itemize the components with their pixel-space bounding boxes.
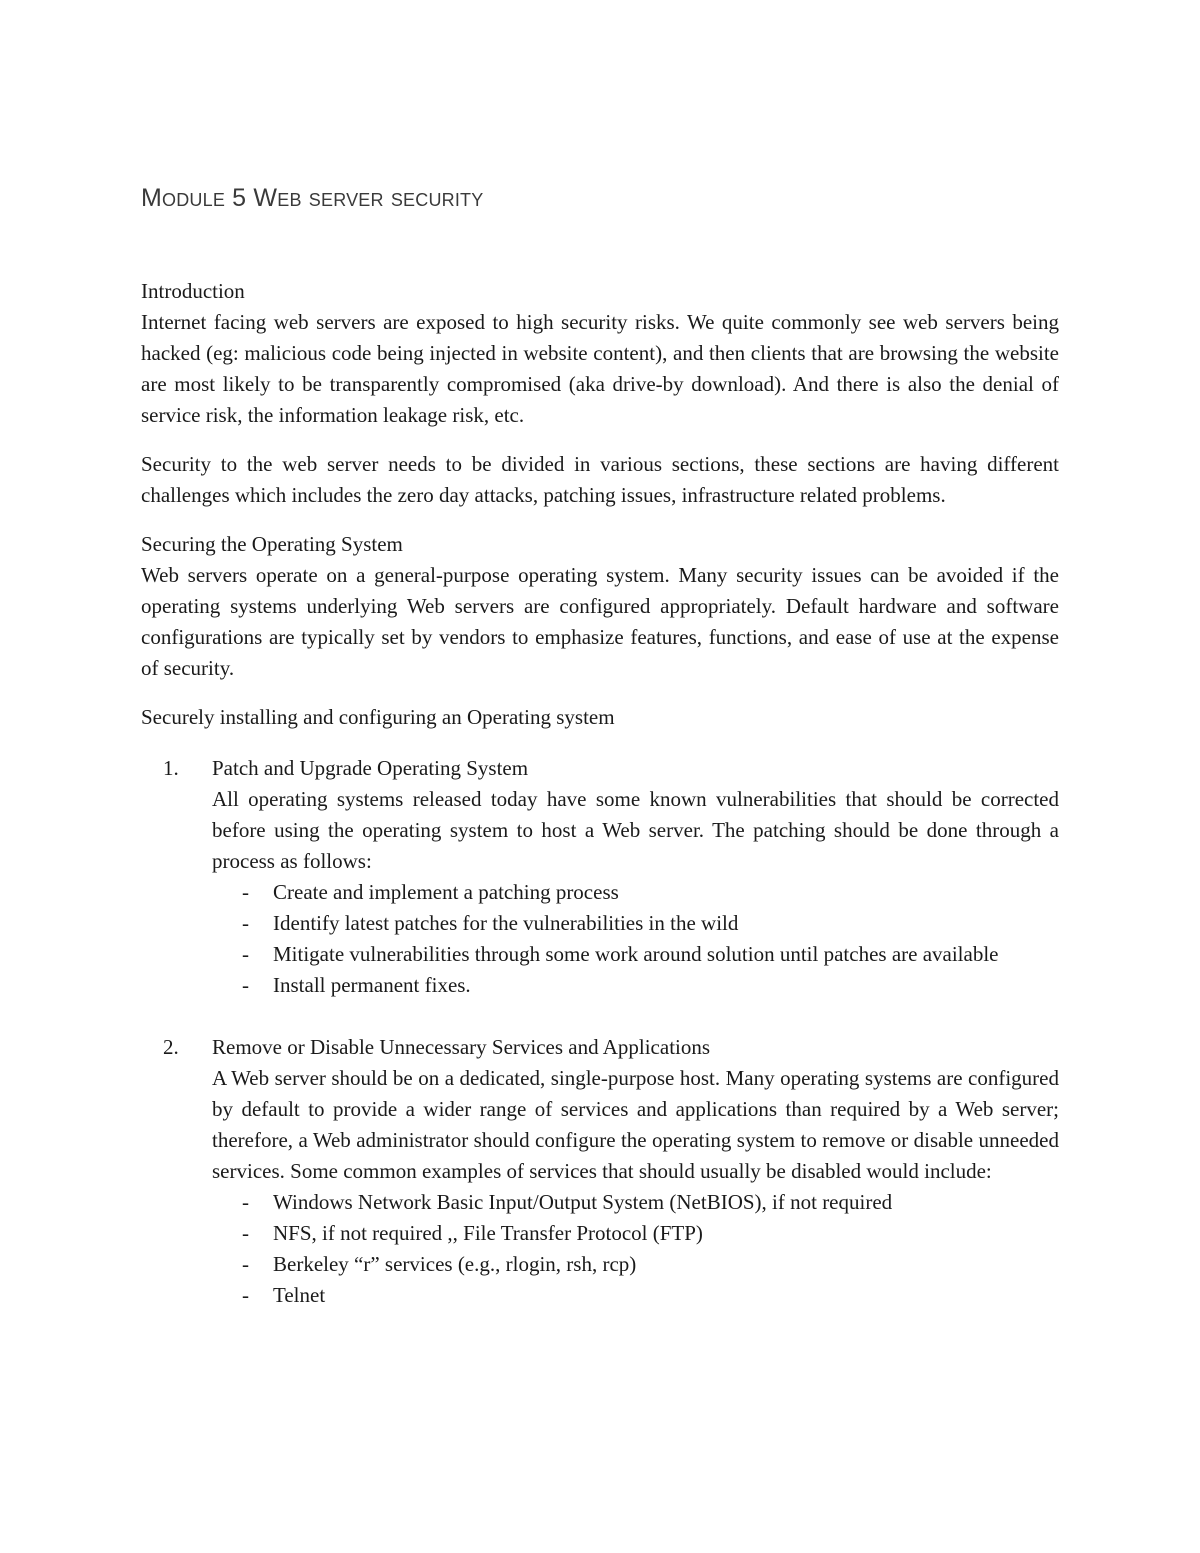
dash-marker: - — [242, 1283, 249, 1307]
step-title: Patch and Upgrade Operating System — [212, 756, 529, 780]
list-item — [212, 1187, 1059, 1218]
list-item — [212, 908, 1059, 939]
list-item-text: Mitigate vulnerabilities through some work around solution until patches are available — [273, 942, 999, 966]
step-title: Remove or Disable Unnecessary Services and Applications — [212, 1035, 711, 1059]
list-item-text: Identify latest patches for the vulnerabilities in the wild — [273, 911, 739, 935]
step-number: 2. — [163, 1035, 179, 1059]
dash-marker: - — [242, 942, 249, 966]
sections-paragraph: Security to the web server needs to be divided in various sections, these sections are having different challenges which includes the zero day attacks, patching issues, infrastructure related problems. — [141, 452, 1059, 507]
bullet-list — [212, 1187, 1059, 1311]
dash-marker: - — [242, 880, 249, 904]
dash-marker: - — [242, 1221, 249, 1245]
list-item — [212, 939, 1059, 970]
securing-os-heading: Securing the Operating System — [141, 532, 403, 556]
dash-marker: - — [242, 911, 249, 935]
introduction-heading: Introduction — [141, 279, 245, 303]
step-item — [141, 1032, 1059, 1311]
list-item-text: Berkeley “r” services (e.g., rlogin, rsh, rcp) — [273, 1252, 637, 1276]
list-item — [212, 1218, 1059, 1249]
list-item — [212, 877, 1059, 908]
steps-list — [141, 753, 1059, 1311]
install-configure-heading: Securely installing and configuring an Operating system — [141, 705, 615, 729]
dash-marker: - — [242, 1190, 249, 1214]
list-item-text: NFS, if not required ,, File Transfer Protocol (FTP) — [273, 1221, 703, 1245]
document-body — [141, 178, 1059, 1311]
list-item — [212, 970, 1059, 1001]
list-item-text: Install permanent fixes. — [273, 973, 471, 997]
step-number: 1. — [163, 756, 179, 780]
list-item-text: Windows Network Basic Input/Output System (NetBIOS), if not required — [273, 1190, 893, 1214]
bullet-list — [212, 877, 1059, 1001]
dash-marker: - — [242, 1252, 249, 1276]
securing-os-paragraph: Web servers operate on a general-purpose operating system. Many security issues can be avoided if the operating systems underlying Web servers are configured appropriately. Default hardware and software configurations are typically set by vendors to emphasize features, functions, and ease of use at the expense of security. — [141, 563, 1059, 680]
page-title: Module 5 Web server security — [141, 184, 484, 212]
list-item — [212, 1280, 1059, 1311]
list-item-text: Telnet — [273, 1283, 326, 1307]
introduction-paragraph: Internet facing web servers are exposed to high security risks. We quite commonly see web servers being hacked (eg: malicious code being injected in website content), and then clients that are browsing the website are most likely to be transparently compromised (aka drive-by download). And there is also the denial of service risk, the information leakage risk, etc. — [141, 310, 1059, 427]
list-item-text: Create and implement a patching process — [273, 880, 619, 904]
dash-marker: - — [242, 973, 249, 997]
step-item — [141, 753, 1059, 1001]
step-body: All operating systems released today have some known vulnerabilities that should be corrected before using the operating system to host a Web server. The patching should be done through a process as follows: — [212, 787, 1059, 873]
list-item — [212, 1249, 1059, 1280]
step-body: A Web server should be on a dedicated, single-purpose host. Many operating systems are configured by default to provide a wider range of services and applications than required by a Web server; therefore, a Web administrator should configure the operating system to remove or disable unneeded services. Some common examples of services that should usually be disabled would include: — [212, 1066, 1059, 1183]
